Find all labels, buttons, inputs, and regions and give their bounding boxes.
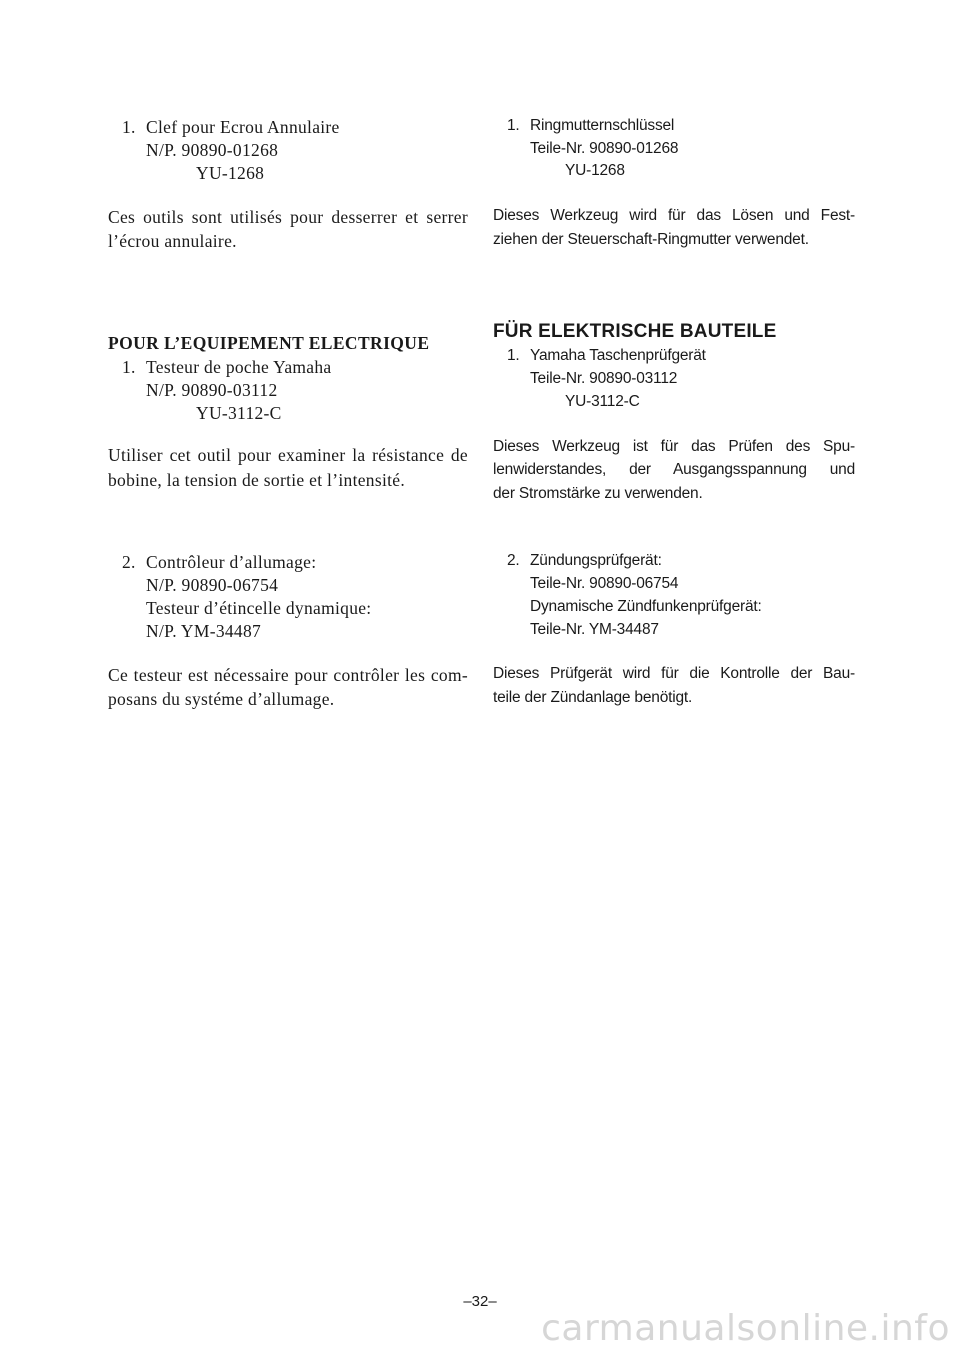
de-s3-tool-name-2: Dynamische Zündfunkenprüfgerät: <box>530 598 762 615</box>
fr-s2-desc-line2: bobine, la tension de sortie et l’intensité. <box>108 470 406 490</box>
de-s2-number: 1. <box>507 347 520 364</box>
de-s3-desc-line2: teile der Zündanlage benötigt. <box>493 689 693 706</box>
fr-s3-part-number-2: N/P. YM-34487 <box>146 621 262 641</box>
fr-s2-code: YU-3112-C <box>196 403 282 423</box>
de-s3-part-number-2: Teile-Nr. YM-34487 <box>530 621 659 638</box>
fr-s3-tool-name: Contrôleur d’allumage: <box>146 552 317 572</box>
fr-s1-desc-line1: Ces outils sont utilisés pour desserrer et serrer <box>108 207 468 227</box>
fr-section-heading: POUR L’EQUIPEMENT ELECTRIQUE <box>108 333 430 353</box>
de-s2-code: YU-3112-C <box>565 393 640 410</box>
de-s2-desc-line1: Dieses Werkzeug ist für das Prüfen des Spu- <box>493 438 855 455</box>
de-s2-part-number: Teile-Nr. 90890-03112 <box>530 370 678 387</box>
de-s3-part-number: Teile-Nr. 90890-06754 <box>530 575 679 592</box>
de-s2-desc-line2: lenwiderstandes, der Ausgangsspannung und <box>493 461 855 478</box>
fr-s3-desc-line1: Ce testeur est nécessaire pour contrôler les com- <box>108 665 468 685</box>
fr-s1-tool-name: Clef pour Ecrou Annulaire <box>146 117 340 137</box>
fr-s1-code: YU-1268 <box>196 163 265 183</box>
de-section-heading: FÜR ELEKTRISCHE BAUTEILE <box>493 321 777 342</box>
fr-s3-part-number: N/P. 90890-06754 <box>146 575 279 595</box>
de-s3-number: 2. <box>507 552 520 569</box>
de-s1-code: YU-1268 <box>565 162 625 179</box>
page-number: –32– <box>463 1293 497 1310</box>
de-s1-desc-line1: Dieses Werkzeug wird für das Lösen und Fest- <box>493 207 855 224</box>
fr-s3-desc-line2: posans du systéme d’allumage. <box>108 689 335 709</box>
de-s1-number: 1. <box>507 117 520 134</box>
fr-s2-number: 1. <box>122 357 136 377</box>
de-s3-desc-line1: Dieses Prüfgerät wird für die Kontrolle der Bau- <box>493 665 855 682</box>
fr-s2-part-number: N/P. 90890-03112 <box>146 380 278 400</box>
fr-s3-number: 2. <box>122 552 136 572</box>
watermark-text: carmanualsonline.info <box>541 1308 950 1349</box>
fr-s1-number: 1. <box>122 117 136 137</box>
de-s2-desc-line3: der Stromstärke zu verwenden. <box>493 485 703 502</box>
fr-s1-part-number: N/P. 90890-01268 <box>146 140 279 160</box>
fr-s3-tool-name-2: Testeur d’étincelle dynamique: <box>146 598 372 618</box>
de-s2-tool-name: Yamaha Taschenprüfgerät <box>530 347 706 364</box>
de-s1-tool-name: Ringmutternschlüssel <box>530 117 675 134</box>
de-s3-tool-name: Zündungsprüfgerät: <box>530 552 662 569</box>
fr-s1-desc-line2: l’écrou annulaire. <box>108 231 237 251</box>
fr-s2-desc-line1: Utiliser cet outil pour examiner la résistance de <box>108 445 468 465</box>
de-s1-part-number: Teile-Nr. 90890-01268 <box>530 140 679 157</box>
de-s1-desc-line2: ziehen der Steuerschaft-Ringmutter verwendet. <box>493 231 809 248</box>
fr-s2-tool-name: Testeur de poche Yamaha <box>146 357 332 377</box>
